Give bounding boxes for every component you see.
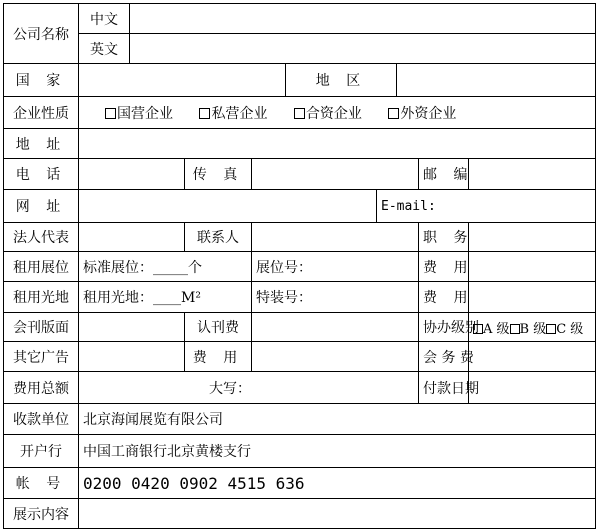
bank-label: 开户行 bbox=[4, 435, 79, 468]
address-label: 地 址 bbox=[4, 129, 79, 159]
checkbox-icon[interactable] bbox=[388, 108, 399, 119]
legal-rep-label: 法人代表 bbox=[4, 223, 79, 252]
checkbox-icon[interactable] bbox=[510, 324, 520, 334]
other-ads-label: 其它广告 bbox=[4, 342, 79, 372]
catalog-ad-field[interactable] bbox=[79, 313, 185, 342]
special-build-number[interactable]: 特装号： bbox=[252, 282, 419, 313]
exhibit-content-label: 展示内容 bbox=[4, 499, 79, 529]
registration-form bbox=[3, 3, 596, 529]
fax-label: 传 真 bbox=[185, 159, 252, 190]
legal-rep-field[interactable] bbox=[79, 223, 185, 252]
meeting-fee-label: 会 务 费 bbox=[419, 342, 469, 372]
sponsor-level-label: 协办级别 bbox=[419, 313, 469, 342]
meeting-fee-field[interactable] bbox=[469, 342, 596, 372]
phone-field[interactable] bbox=[79, 159, 185, 190]
standard-booth-count[interactable]: 标准展位：_____个 bbox=[79, 252, 252, 282]
checkbox-icon[interactable] bbox=[473, 324, 483, 334]
ad-fee-field[interactable] bbox=[252, 313, 419, 342]
space-fee-field[interactable] bbox=[469, 282, 596, 313]
other-ads-field[interactable] bbox=[79, 342, 185, 372]
company-type-label: 企业性质 bbox=[4, 97, 79, 129]
website-field[interactable] bbox=[79, 190, 377, 223]
space-fee-label: 费 用 bbox=[419, 282, 469, 313]
region-label: 地 区 bbox=[286, 64, 397, 97]
postcode-field[interactable] bbox=[469, 159, 596, 190]
total-in-words[interactable]: 大写： bbox=[79, 372, 419, 404]
payee-value: 北京海闻展览有限公司 bbox=[79, 404, 596, 435]
ad-fee-label: 认刊费 bbox=[185, 313, 252, 342]
payment-date-field[interactable] bbox=[469, 372, 596, 404]
catalog-ad-label: 会刊版面 bbox=[4, 313, 79, 342]
exhibit-content-field[interactable] bbox=[79, 499, 596, 529]
other-ads-fee-label: 费 用 bbox=[185, 342, 252, 372]
booth-number[interactable]: 展位号： bbox=[252, 252, 419, 282]
level-a-option[interactable]: A 级 bbox=[473, 322, 510, 337]
booth-fee-field[interactable] bbox=[469, 252, 596, 282]
contact-label: 联系人 bbox=[185, 223, 252, 252]
payment-date-label: 付款日期 bbox=[419, 372, 469, 404]
position-label: 职 务 bbox=[419, 223, 469, 252]
payee-label: 收款单位 bbox=[4, 404, 79, 435]
company-name-label: 公司名称 bbox=[4, 4, 79, 64]
option-state-owned[interactable]: 国营企业 bbox=[105, 106, 173, 122]
chinese-label: 中文 bbox=[79, 4, 130, 34]
contact-field[interactable] bbox=[252, 223, 419, 252]
fax-field[interactable] bbox=[252, 159, 419, 190]
space-rent-label: 租用光地 bbox=[4, 282, 79, 313]
total-fee-label: 费用总额 bbox=[4, 372, 79, 404]
level-c-option[interactable]: C 级 bbox=[546, 322, 583, 337]
checkbox-icon[interactable] bbox=[105, 108, 116, 119]
position-field[interactable] bbox=[469, 223, 596, 252]
checkbox-icon[interactable] bbox=[199, 108, 210, 119]
address-field[interactable] bbox=[79, 129, 596, 159]
company-name-cn-field[interactable] bbox=[130, 4, 596, 34]
option-private[interactable]: 私营企业 bbox=[199, 106, 267, 122]
account-label: 帐 号 bbox=[4, 468, 79, 499]
website-label: 网 址 bbox=[4, 190, 79, 223]
option-joint-venture[interactable]: 合资企业 bbox=[294, 106, 362, 122]
level-b-option[interactable]: B 级 bbox=[510, 322, 547, 337]
other-ads-fee-field[interactable] bbox=[252, 342, 419, 372]
phone-label: 电 话 bbox=[4, 159, 79, 190]
account-number: 0200 0420 0902 4515 636 bbox=[79, 468, 596, 499]
sponsor-level-options bbox=[469, 313, 596, 342]
region-field[interactable] bbox=[397, 64, 596, 97]
option-foreign[interactable]: 外资企业 bbox=[388, 106, 456, 122]
booth-fee-label: 费 用 bbox=[419, 252, 469, 282]
country-label: 国 家 bbox=[4, 64, 79, 97]
country-field[interactable] bbox=[79, 64, 286, 97]
checkbox-icon[interactable] bbox=[294, 108, 305, 119]
postcode-label: 邮 编 bbox=[419, 159, 469, 190]
booth-rent-label: 租用展位 bbox=[4, 252, 79, 282]
company-type-options bbox=[79, 97, 596, 129]
company-name-en-field[interactable] bbox=[130, 34, 596, 64]
checkbox-icon[interactable] bbox=[546, 324, 556, 334]
email-label: E-mail: bbox=[377, 190, 596, 223]
bank-value: 中国工商银行北京黄楼支行 bbox=[79, 435, 596, 468]
english-label: 英文 bbox=[79, 34, 130, 64]
space-area[interactable]: 租用光地：____M² bbox=[79, 282, 252, 313]
